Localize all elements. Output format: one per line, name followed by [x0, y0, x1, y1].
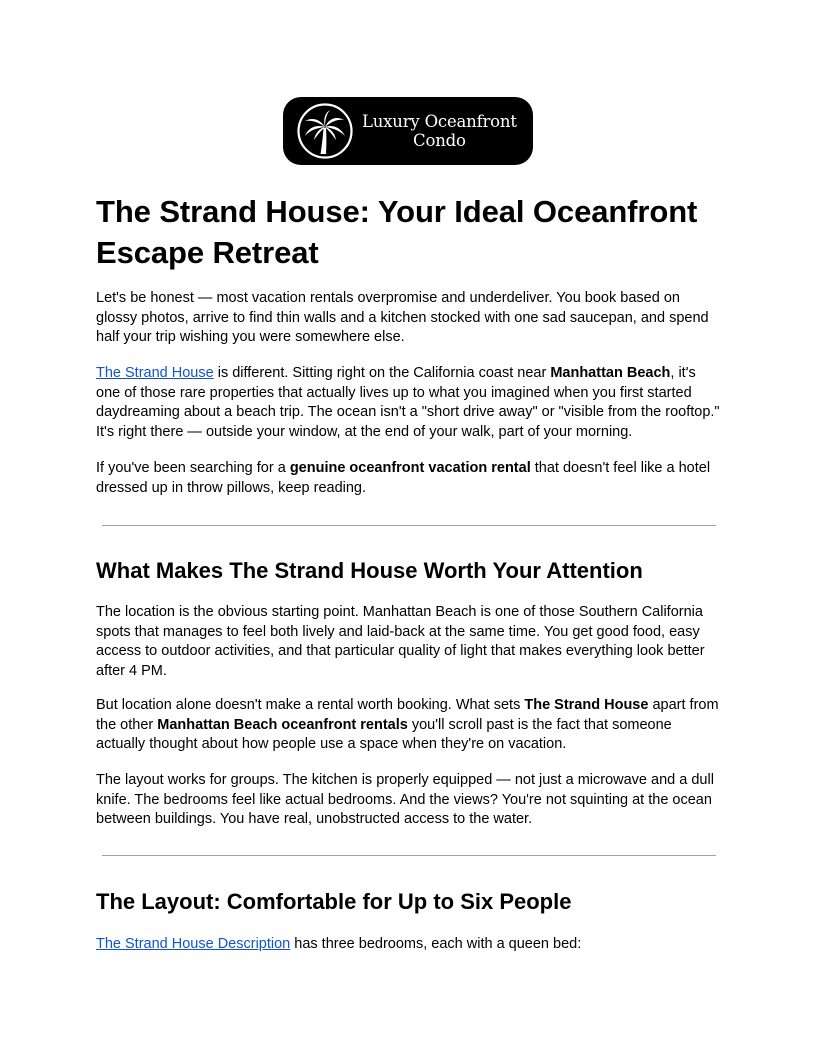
logo-badge: [283, 97, 533, 165]
divider: [102, 525, 716, 526]
logo-text: [362, 112, 517, 150]
page-title: The Strand House: Your Ideal Oceanfront Escape Retreat: [96, 194, 698, 270]
section1-paragraph-1: The location is the obvious starting point. Manhattan Beach is one of those Southern California spots that manages to feel both lively and laid-back at the same time. You get good food, easy access to outdoor activities, and that particular quality of light that makes everything look better after 4 PM.: [96, 604, 705, 680]
section-heading-layout: The Layout: Comfortable for Up to Six People: [96, 889, 572, 914]
intro-paragraph-2: The Strand House is different. Sitting right on the California coast near Manhattan Beach, it's one of those rare properties that actually lives up to what you imagined when you first started daydreaming about a beach trip. The ocean isn't a "short drive away" or "visible from the rooftop." It's right there — outside your window, at the end of your walk, part of your morning.: [96, 365, 720, 441]
palm-tree-icon: [296, 102, 354, 160]
divider: [102, 855, 716, 856]
section1-paragraph-3: The layout works for groups. The kitchen is properly equipped — not just a microwave and a dull knife. The bedrooms feel like actual bedrooms. And the views? You're not squinting at the ocean between buildings. You have real, unobstructed access to the water.: [96, 772, 714, 828]
intro-paragraph-3: If you've been searching for a genuine oceanfront vacation rental that doesn't feel like a hotel dressed up in throw pillows, keep reading.: [96, 460, 711, 496]
strand-house-link[interactable]: The Strand House: [96, 365, 214, 381]
section-heading-worth-attention: What Makes The Strand House Worth Your Attention: [96, 558, 643, 583]
section2-paragraph-1: The Strand House Description has three bedrooms, each with a queen bed:: [96, 936, 582, 952]
logo-line-2: Condo: [413, 131, 466, 150]
section1-paragraph-2: But location alone doesn't make a rental worth booking. What sets The Strand House apart from the other Manhattan Beach oceanfront rentals you'll scroll past is the fact that someone actually thought about how people use a space when they're on vacation.: [96, 697, 719, 753]
intro-paragraph-1: Let's be honest — most vacation rentals overpromise and underdeliver. You book based on glossy photos, arrive to find thin walls and a kitchen stocked with one sad saucepan, and spend half your trip wishing you were somewhere else.: [96, 290, 709, 346]
strand-house-description-link[interactable]: The Strand House Description: [96, 936, 291, 952]
logo-line-1: Luxury Oceanfront: [362, 112, 517, 131]
